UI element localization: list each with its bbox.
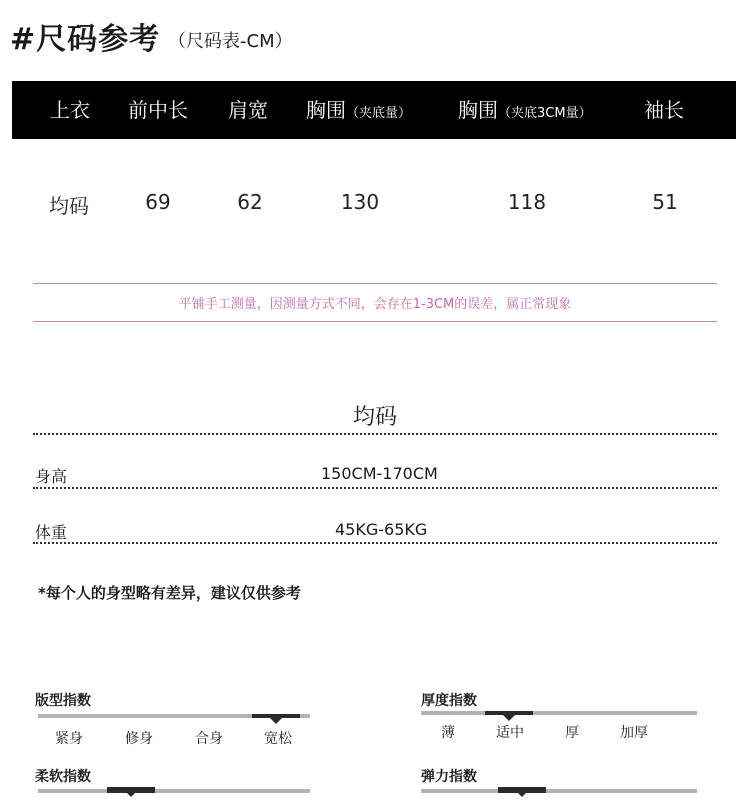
fit-row-weight-label: 体重 [35,523,68,542]
header-main: 肩宽 [228,98,268,122]
fit-option-selected: 宽松 [264,731,292,747]
softness-index-track [38,789,310,793]
size-cell-length: 69 [145,190,171,214]
elasticity-index-track [421,789,697,793]
thickness-option: 加厚 [620,725,648,741]
thickness-index-title: 厚度指数 [421,693,477,709]
fit-row-height-value: 150CM-170CM [321,464,438,483]
dotted-divider [33,542,717,544]
fit-option: 紧身 [55,731,83,747]
header-main: 胸围 [458,98,498,122]
header-cell-sleeve [644,81,684,139]
header-main: 袖长 [644,98,684,122]
elasticity-index-title: 弹力指数 [421,769,477,785]
thickness-option: 薄 [441,725,455,741]
page-subtitle: （尺码表-CM） [168,31,293,52]
fit-table-title: 均码 [352,405,397,430]
header-main: 上衣 [50,98,90,122]
elasticity-index-marker [498,787,546,793]
disclaimer: *每个人的身型略有差异，建议仅供参考 [38,584,301,602]
header-cell-chest-3cm [458,81,592,139]
page-title: #尺码参考 [10,22,161,57]
fit-row-weight-value: 45KG-65KG [335,520,428,539]
size-cell-chest-underarm: 130 [340,190,380,214]
dotted-divider [33,433,717,435]
note-bottom-divider [33,321,717,322]
size-cell-sleeve: 51 [652,190,678,214]
thickness-option-selected: 适中 [496,725,524,741]
header-main: 胸围 [306,98,346,122]
size-table-header [12,81,736,139]
fit-index-marker [252,714,300,718]
softness-index-marker [107,787,155,793]
dotted-divider [33,487,717,489]
thickness-index-marker [485,711,533,715]
size-cell-name: 均码 [49,194,89,218]
fit-row-height-label: 身高 [35,467,68,486]
fit-option: 修身 [125,731,153,747]
header-sub: （夹底量） [346,106,412,121]
size-cell-shoulder: 62 [237,190,263,214]
thickness-index-track [421,711,697,715]
header-sub: （夹底3CM量） [498,106,592,121]
header-cell-garment [50,81,90,139]
header-cell-chest-underarm [306,81,411,139]
measurement-note: 平铺手工测量，因测量方式不同，会存在1-3CM的误差，属正常现象 [178,297,572,312]
size-cell-chest-3cm: 118 [507,190,547,214]
softness-index-title: 柔软指数 [35,769,91,785]
note-top-divider [33,283,717,284]
header-main: 前中长 [128,98,188,122]
header-cell-shoulder [228,81,268,139]
fit-option: 合身 [195,731,223,747]
fit-index-title: 版型指数 [35,693,91,709]
thickness-option: 厚 [565,725,579,741]
header-cell-length [128,81,188,139]
